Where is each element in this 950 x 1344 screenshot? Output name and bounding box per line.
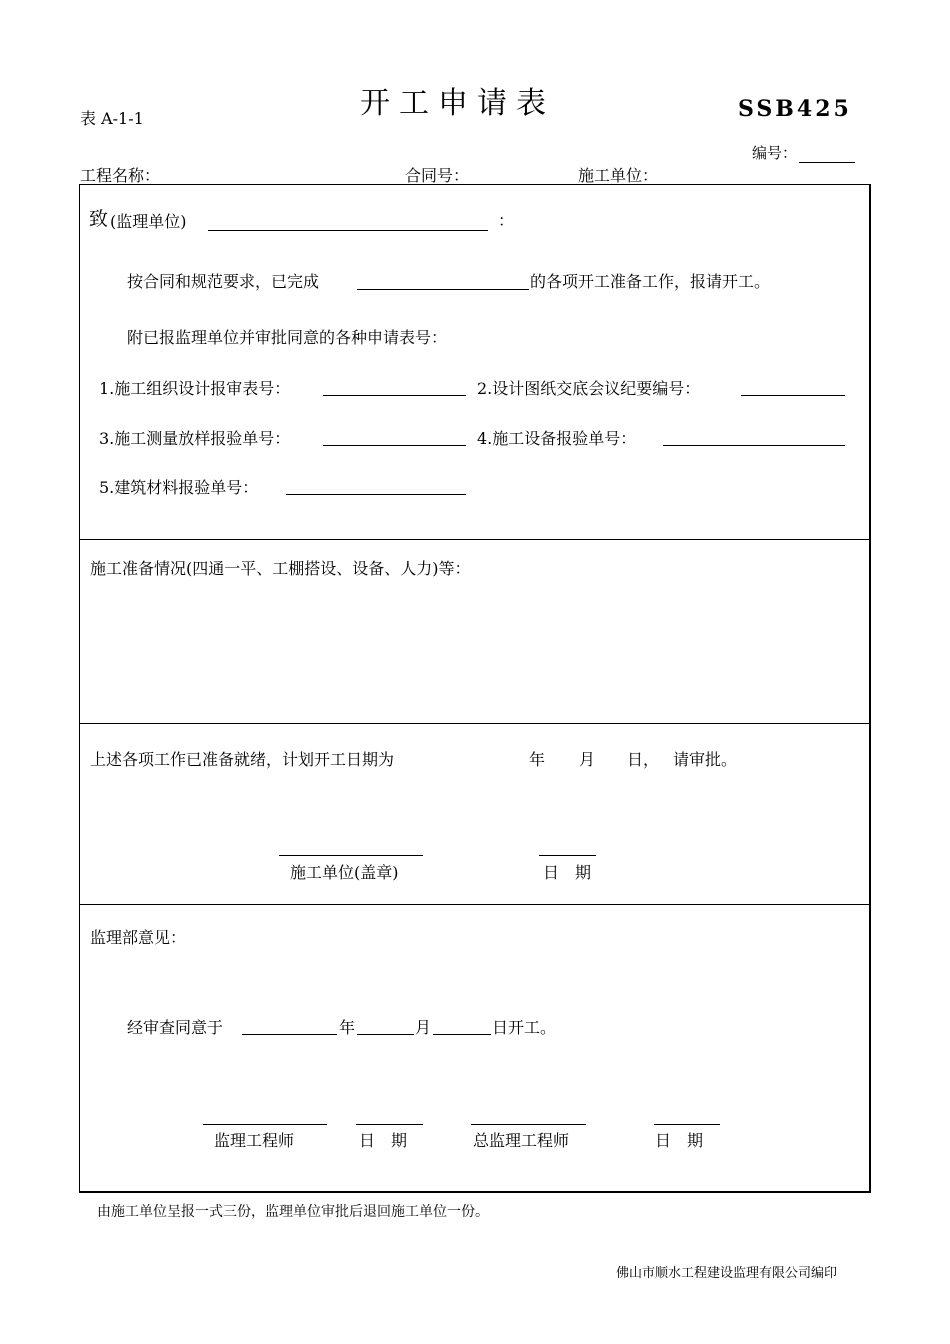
contractor-label: 施工单位： <box>578 166 659 185</box>
chief-engineer-sign-line[interactable] <box>471 1124 586 1125</box>
item-5-label: 5.建筑材料报验单号： <box>99 478 259 497</box>
to-label: (监理单位) <box>110 212 187 231</box>
section-divider <box>79 904 869 905</box>
contractor-seal-line[interactable] <box>279 855 423 856</box>
engineer-label: 监理工程师 <box>214 1131 295 1150</box>
request-approval: 请审批。 <box>673 750 738 769</box>
approve-month-blank[interactable] <box>357 1034 414 1035</box>
chief-date-line[interactable] <box>654 1124 720 1125</box>
engineer-date-label: 日 期 <box>359 1131 408 1150</box>
publisher-credit: 佛山市顺水工程建设监理有限公司编印 <box>616 1266 838 1281</box>
body-prefix: 按合同和规范要求，已完成 <box>127 272 320 291</box>
project-name-label: 工程名称： <box>80 166 161 185</box>
supervisor-blank[interactable] <box>208 230 488 231</box>
engineer-sign-line[interactable] <box>203 1124 327 1125</box>
agree-prefix: 经审查同意于 <box>127 1018 224 1037</box>
item-1-blank[interactable] <box>323 395 466 396</box>
contractor-date-label: 日 期 <box>543 863 592 882</box>
form-code: SSB425 <box>738 96 852 122</box>
attached-line: 附已报监理单位并审批同意的各种申请表号： <box>127 328 448 347</box>
item-3-blank[interactable] <box>323 445 466 446</box>
ready-statement: 上述各项工作已准备就绪，计划开工日期为 <box>90 750 395 769</box>
item-3-label: 3.施工测量放样报验单号： <box>99 429 291 448</box>
body-suffix: 的各项开工准备工作，报请开工。 <box>530 272 771 291</box>
approve-day-label: 日开工。 <box>492 1018 557 1037</box>
planned-day: 日， <box>627 750 660 769</box>
footer-note: 由施工单位呈报一式三份，监理单位审批后退回施工单位一份。 <box>97 1204 489 1220</box>
to-char: 致 <box>89 208 109 230</box>
contractor-seal-label: 施工单位(盖章) <box>290 863 399 882</box>
chief-date-label: 日 期 <box>655 1131 704 1150</box>
form-number: 表 A-1-1 <box>80 109 144 128</box>
engineer-date-line[interactable] <box>356 1124 423 1125</box>
item-4-blank[interactable] <box>663 445 845 446</box>
item-2-label: 2.设计图纸交底会议纪要编号： <box>477 379 701 398</box>
page-title: 开工申请表 <box>360 86 555 121</box>
approve-year-blank[interactable] <box>242 1034 337 1035</box>
completed-blank[interactable] <box>357 289 529 290</box>
preparation-label: 施工准备情况(四通一平、工棚搭设、设备、人力)等： <box>90 559 471 578</box>
chief-engineer-label: 总监理工程师 <box>473 1131 570 1150</box>
planned-year: 年 <box>529 750 546 769</box>
contractor-date-line[interactable] <box>539 855 596 856</box>
item-4-label: 4.施工设备报验单号： <box>477 429 637 448</box>
to-colon: ： <box>498 211 515 230</box>
approve-year-label: 年 <box>339 1018 356 1037</box>
item-5-blank[interactable] <box>286 494 466 495</box>
item-1-label: 1.施工组织设计报审表号： <box>99 379 291 398</box>
contract-no-label: 合同号： <box>405 166 470 185</box>
serial-label: 编号： <box>752 144 798 162</box>
approve-month-label: 月 <box>415 1018 432 1037</box>
item-2-blank[interactable] <box>741 395 845 396</box>
approve-day-blank[interactable] <box>433 1034 491 1035</box>
supervision-opinion-label: 监理部意见： <box>90 928 187 947</box>
serial-number <box>752 142 855 163</box>
serial-blank[interactable] <box>799 148 855 163</box>
planned-month: 月 <box>579 750 596 769</box>
section-divider <box>79 723 869 724</box>
section-divider <box>79 539 869 540</box>
